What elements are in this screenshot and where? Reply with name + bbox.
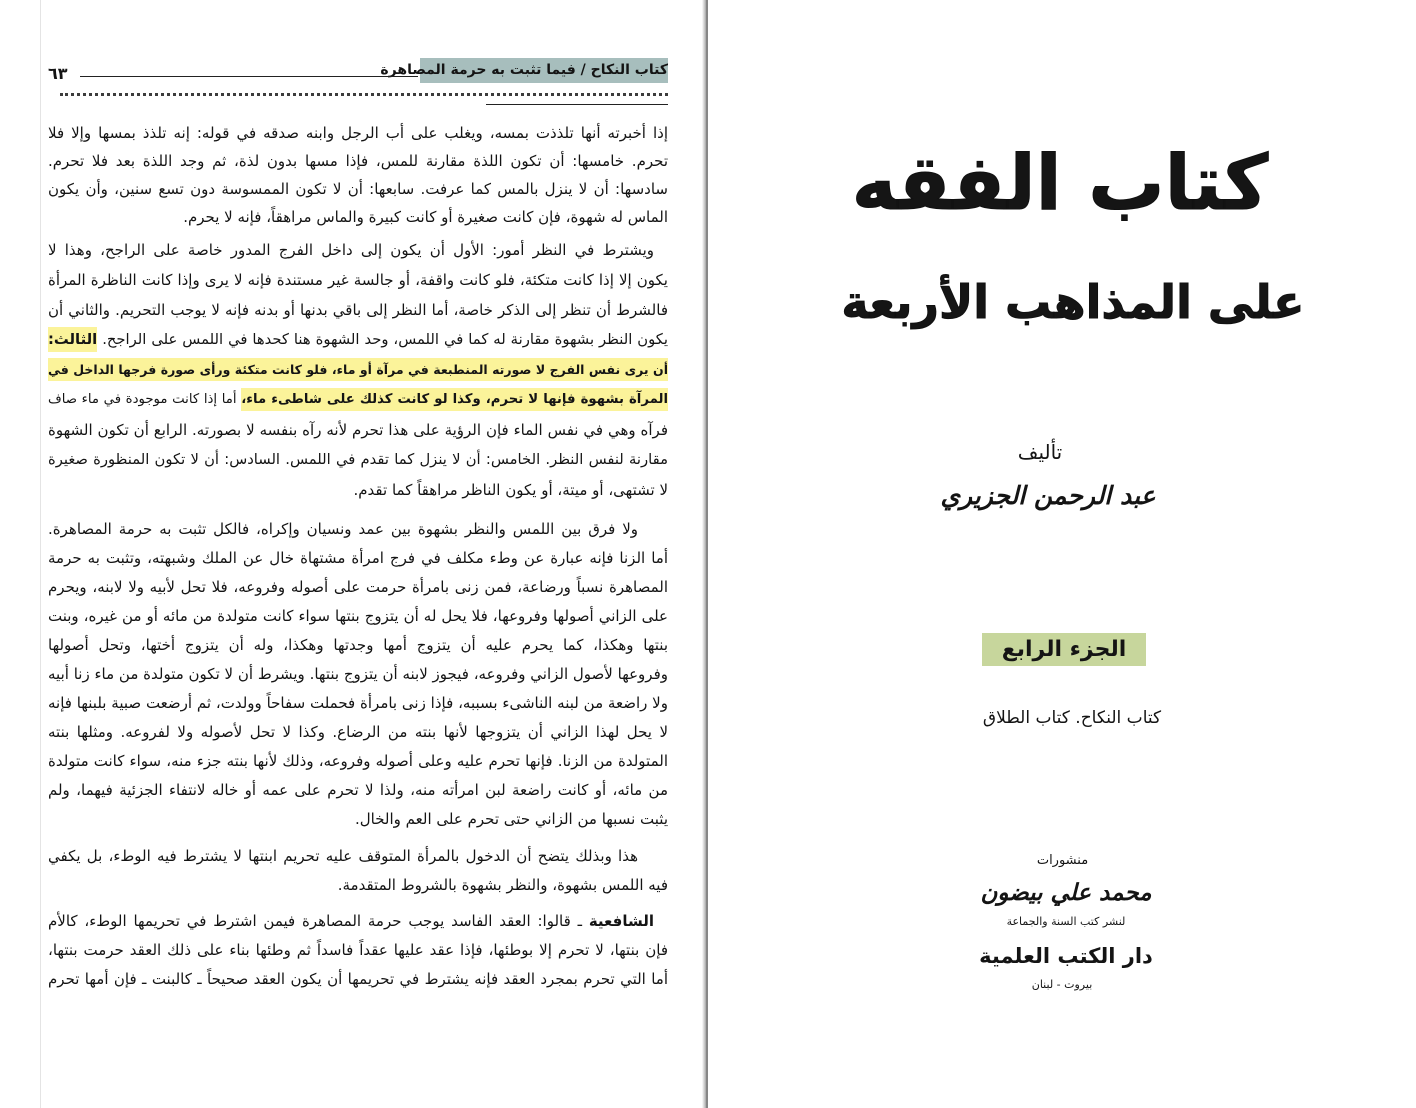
body-line: فرآه وهي في نفس الماء فإن الرؤية على هذا تحرم لأنه رآه بنفسه لا بصورته. الرابع أن تكون الشهوة — [48, 421, 668, 439]
publisher-tagline: لنشر كتب السنة والجماعة — [1006, 915, 1126, 928]
header-underline — [486, 104, 668, 105]
highlighted-text: المرآة بشهوة فإنها لا تحرم، وكذا لو كانت كذلك على شاطىء ماء، — [241, 388, 668, 411]
header-rule — [80, 76, 418, 77]
page-number: ٦٣ — [48, 64, 68, 83]
paragraph-5 — [48, 907, 668, 994]
paragraph-1 — [48, 119, 668, 231]
paragraph-3 — [48, 515, 668, 834]
body-line: فإن بنتها، لا تحرم إلا بوطئها، فإذا عقد عليها عقداً فاسداً ثم وطئها بناء على ذلك العقد حرمت بنتها، — [48, 941, 668, 959]
body-line: الماس له شهوة، فإن كانت صغيرة أو كانت كبيرة والماس مراهقاً، فإنه لا يحرم. — [183, 208, 668, 226]
page-edge-line — [40, 0, 41, 1108]
body-line: ولا راضعة من لبنه الناشىء بسببه، فإذا زنى بامرأة فحملت سفاحاً وولدت، ثم أرضعت صبية بلبنها فإنه — [48, 694, 668, 712]
body-line: لا تشتهى، أو ميتة، أو يكون الناظر مراهقاً كما تقدم. — [353, 481, 668, 499]
dotted-divider — [60, 93, 668, 96]
body-line: أما التي تحرم بمجرد العقد فإنه يشترط في تحريمها أن يكون العقد صحيحاً ـ كالبنت ـ فإن أمها تحرم — [48, 970, 668, 988]
volume-contents: كتاب النكاح. كتاب الطلاق — [982, 708, 1162, 728]
highlighted-text: أن يرى نفس الفرج لا صورته المنطبعة في مرآة أو ماء، فلو كانت متكئة ورأى صورة فرجها الداخل في — [48, 358, 668, 381]
body-line: يثبت نسبها من الزاني حتى تحرم على العم والخال. — [355, 810, 668, 828]
body-line: لا يحل لهذا الزاني أن يتزوجها لأنها بنته من الرضاع. وكذا لا تحل لأصوله ولا لفروعه. ومثلها بنته — [48, 723, 668, 741]
body-line: المتولدة من الزنا. فإنها تحرم عليه وعلى أصوله وفروعه، وذلك لأنها بنته جزء منه، سواء كانت متولدة — [48, 752, 668, 770]
running-header-title: كتاب النكاح / فيما تثبت به حرمة المصاهرة — [420, 58, 668, 83]
body-line: بنتها وهكذا، كما يحرم عليه أن يتزوج أمها وجدتها وهكذا، وله أن يتزوج أختها، وتحل أصولها — [48, 636, 668, 654]
body-line-text: ـ قالوا: العقد الفاسد يوجب حرمة المصاهرة فيمن اشترط في تحريمها الوطء، كالأم — [48, 912, 582, 930]
author-label: تأليف — [1017, 440, 1063, 464]
body-line-text: يكون النظر بشهوة مقارنة له كما في اللمس، وحد الشهوة هنا كحدها في اللمس على الراجح. — [102, 331, 668, 348]
body-line: فالشرط أن تنظر إلى الذكر خاصة، أما النظر إلى باقي بدنها أو بدنه فإنه لا يوجب التحريم. والثاني أن — [48, 301, 668, 319]
body-line: وفروعها لأصول الزاني وفروعه، فيجوز لابنه أن يتزوج بنتها. ويشرط أن لا تكون متولدة من ماء زنا أبيه — [48, 665, 668, 683]
body-line — [48, 385, 668, 415]
body-line: مقارنة لنفس النظر. الخامس: أن لا ينزل كما تقدم في اللمس. السادس: أن لا تكون المنظورة صغيرة — [48, 451, 668, 468]
body-line: من مائه، أو كانت راضعة لبن امرأته منه، ولذا لا تحرم على عمه أو خاله لانتفاء الجزئية فيهما، ولم — [48, 781, 668, 799]
body-line: فيه اللمس بشهوة، والنظر بشهوة بالشروط المتقدمة. — [337, 876, 668, 894]
body-line-text: أما إذا كانت موجودة في ماء صاف — [48, 392, 237, 407]
body-line: يكون إلا إذا كانت متكئة، فلو كانت واقفة، أو جالسة غير مستندة فإنه لا يرى وإذا كانت الناظرة المرأة — [48, 271, 668, 289]
school-name: الشافعية — [588, 912, 654, 930]
book-title: كتاب الفقه — [851, 138, 1269, 227]
body-line: تحرم. خامسها: أن تكون اللذة مقارنة للمس، فإذا مسها بدون لذة، ثم وجد اللذة بعد فلا تحرم. — [48, 152, 668, 170]
paragraph-2 — [48, 235, 668, 505]
body-line: على الزاني أصولها وفروعها، فلا يحل له أن يتزوج بنتها سواء كانت متولدة من مائه أو من غيره، وبنت — [48, 607, 668, 625]
body-line — [48, 355, 668, 385]
right-page — [708, 0, 1416, 1108]
publisher-city: بيروت - لبنان — [1031, 978, 1093, 991]
body-line: إذا أخبرته أنها تلذذت بمسه، ويغلب على أب الرجل وابنه صدقه في قوله: إنه تلذذ بمسها وإلا فلا — [48, 124, 668, 142]
volume-label: الجزء الرابع — [982, 633, 1146, 666]
body-line: هذا وبذلك يتضح أن الدخول بالمرأة المتوقف عليه تحريم ابنتها لا يشترط فيه الوطء، بل يكفي — [48, 847, 638, 865]
publisher-name: محمد علي بيضون — [980, 880, 1152, 906]
body-line: سادسها: أن لا ينزل بالمس كما عرفت. سابعها: أن لا تكون الممسوسة دون تسع سنين، وأن يكون — [48, 180, 668, 198]
body-line: أما الزنا فإنه عبارة عن وطء مكلف في فرج امرأة مشتهاة خال عن الملك وشبهته، وتثبت به حرمة — [48, 549, 668, 567]
body-line — [48, 325, 668, 355]
body-line: المصاهرة نسباً ورضاعة، فمن زنى بامرأة حرمت على أصوله وفروعه، فلا تحل لأبيه ولا لابنه، ويحرم — [48, 578, 668, 596]
body-line — [48, 907, 668, 936]
book-subtitle: على المذاهب الأربعة — [841, 275, 1305, 329]
highlighted-text: الثالث: — [48, 327, 97, 352]
body-line: ويشترط في النظر أمور: الأول أن يكون إلى داخل الفرج المدور خاصة على الراجح، وهذا لا — [48, 241, 654, 259]
body-line: ولا فرق بين اللمس والنظر بشهوة بين عمد ونسيان وإكراه، فالكل تثبت به حرمة المصاهرة. — [48, 520, 638, 538]
left-page — [0, 0, 704, 1108]
publishing-house: دار الكتب العلمية — [979, 944, 1153, 968]
publisher-label: منشورات — [1036, 853, 1089, 868]
author-name: عبد الرحمن الجزيري — [940, 481, 1156, 510]
paragraph-4 — [48, 842, 668, 900]
